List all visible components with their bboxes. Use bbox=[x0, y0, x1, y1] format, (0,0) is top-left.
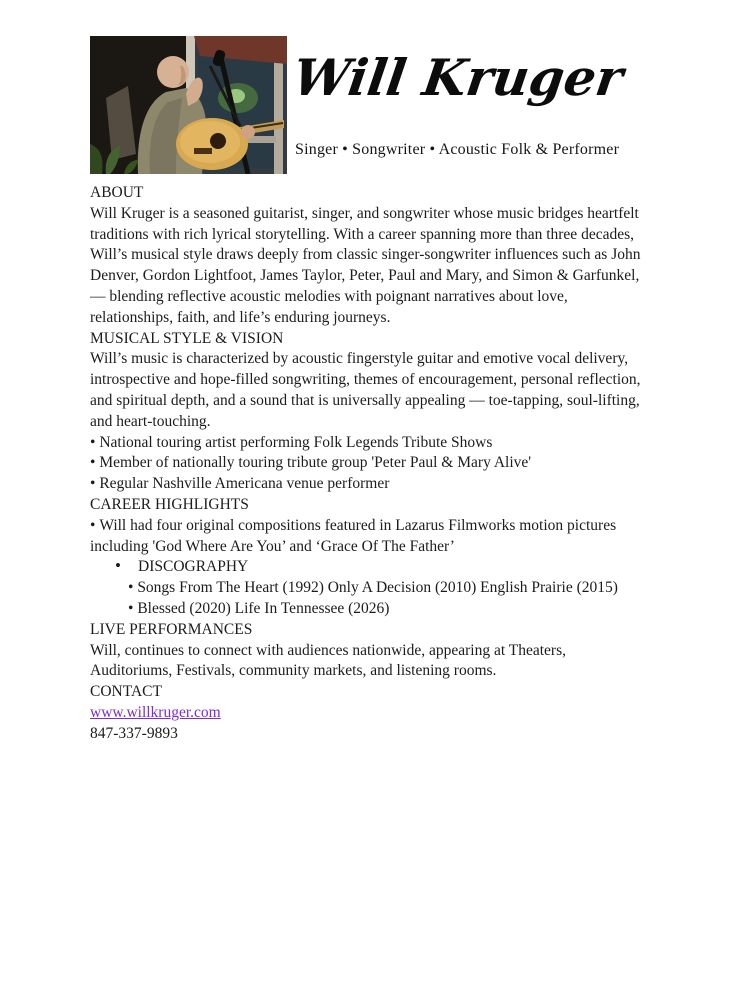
musical-style-heading: MUSICAL STYLE & VISION bbox=[90, 329, 284, 347]
discography-item: • Songs From The Heart (1992) Only A Decision (2010) English Prairie (2015) bbox=[90, 578, 650, 599]
list-item: • National touring artist performing Folk Legends Tribute Shows bbox=[90, 433, 650, 454]
discography-heading: • DISCOGRAPHY bbox=[90, 557, 650, 578]
website-line bbox=[90, 703, 650, 724]
career-highlight-item: • Will had four original compositions featured in Lazarus Filmworks motion pictures including 'God Where Are You’ and ‘Grace Of The Father’ bbox=[90, 516, 650, 558]
phone-number: 847-337-9893 bbox=[90, 724, 178, 742]
live-performances-paragraph: Will, continues to connect with audiences nationwide, appearing at Theaters, Auditoriums, Festivals, community markets, and listening rooms. bbox=[90, 641, 566, 680]
live-performances-heading: LIVE PERFORMANCES bbox=[90, 620, 253, 638]
section-live-performances bbox=[90, 620, 650, 682]
artist-name-title: Will Kruger bbox=[289, 48, 627, 107]
list-item: • Member of nationally touring tribute group 'Peter Paul & Mary Alive' bbox=[90, 453, 650, 474]
about-paragraph: Will Kruger is a seasoned guitarist, singer, and songwriter whose music bridges heartfelt traditions with rich lyrical storytelling. With a career spanning more than three decades, Will’s musical style draws deeply from classic singer-songwriter influences such as John Denver, Gordon Lightfoot, James Taylor, Peter, Paul and Mary, and Simon & Garfunkel, — blending reflective acoustic melodies with poignant narratives about love, relationships, faith, and life’s enduring journeys. bbox=[90, 204, 641, 326]
performer-photo bbox=[90, 36, 287, 174]
website-link[interactable]: www.willkruger.com bbox=[90, 703, 221, 721]
contact-heading: CONTACT bbox=[90, 683, 162, 701]
section-discography bbox=[90, 557, 650, 619]
career-highlights-heading: CAREER HIGHLIGHTS bbox=[90, 495, 249, 513]
performer-photo-illustration bbox=[90, 36, 287, 174]
discography-item: • Blessed (2020) Life In Tennessee (2026) bbox=[90, 599, 650, 620]
highlight-bullet-list bbox=[90, 433, 650, 495]
list-item: • Regular Nashville Americana venue performer bbox=[90, 474, 650, 495]
section-career-highlights bbox=[90, 495, 650, 557]
section-contact bbox=[90, 682, 650, 744]
artist-subtitle: Singer • Songwriter • Acoustic Folk & Performer bbox=[295, 141, 620, 158]
section-musical-style bbox=[90, 329, 650, 433]
document-body bbox=[90, 183, 650, 745]
musical-style-paragraph: Will’s music is characterized by acoustic fingerstyle guitar and emotive vocal delivery, introspective and hope-filled songwriting, themes of encouragement, personal reflection, and spiritual depth, and a sound that is universally appealing — toe-tapping, soul-lifting, and heart-touching. bbox=[90, 350, 641, 430]
section-about bbox=[90, 183, 650, 329]
about-heading: ABOUT bbox=[90, 184, 144, 201]
